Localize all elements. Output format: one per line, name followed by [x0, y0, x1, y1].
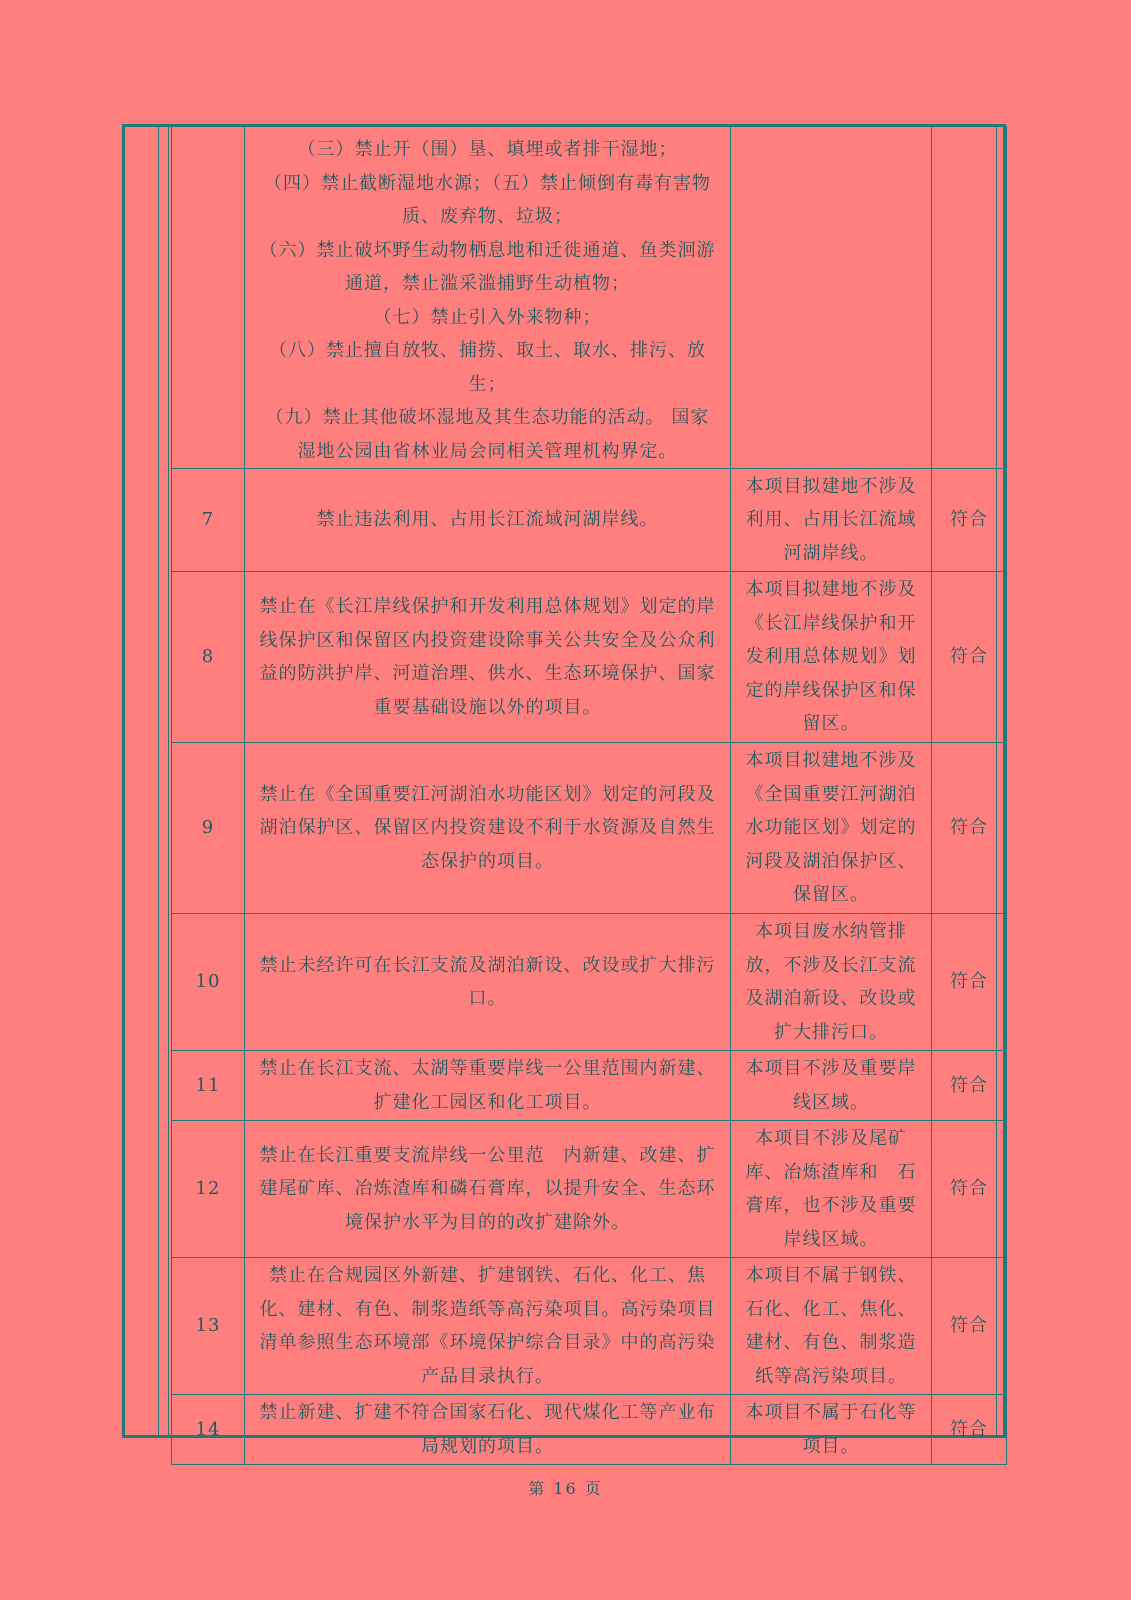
requirement-text: 禁止在长江支流、太湖等重要岸线一公里范围内新建、扩建化工园区和化工项目。: [245, 1051, 731, 1121]
result-text: 符合: [932, 1121, 1007, 1258]
result-text: 符合: [932, 743, 1007, 914]
table-row: [172, 743, 1007, 914]
row-number: 11: [172, 1051, 245, 1121]
row-number-cell: [172, 127, 245, 469]
requirement-line: 通道，禁止滥采滥捕野生动植物；: [345, 273, 630, 294]
table-row: [172, 572, 1007, 743]
table-row: [172, 469, 1007, 572]
requirement-text: 禁止在《全国重要江河湖泊水功能区划》划定的河段及湖泊保护区、保留区内投资建设不利于水资源及自然生态保护的项目。: [245, 743, 731, 914]
requirement-text: 禁止在合规园区外新建、扩建钢铁、石化、化工、焦化、建材、有色、制浆造纸等高污染项目。高污染项目清单参照生态环境部《环境保护综合目录》中的高污染产品目录执行。: [245, 1258, 731, 1395]
requirement-line: （六）禁止破坏野生动物栖息地和迁徙通道、鱼类洄游: [259, 239, 716, 261]
requirement-cell: [245, 127, 731, 469]
row-number: 13: [172, 1258, 245, 1395]
result-text: 符合: [932, 1258, 1007, 1395]
result-text: 符合: [932, 572, 1007, 743]
requirement-line: 质、废弃物、垃圾；: [402, 206, 573, 227]
requirement-line: （八）禁止擅自放牧、捕捞、取土、取水、排污、放生；: [269, 340, 706, 395]
frame-inner-rule-left-1: [158, 124, 159, 1438]
table-row-continued: [172, 127, 1007, 469]
page-number: 第 16 页: [528, 1479, 603, 1498]
table-row: [172, 1051, 1007, 1121]
table-row: [172, 1258, 1007, 1395]
description-text: 本项目拟建地不涉及《长江岸线保护和开发利用总体规划》划定的岸线保护区和保留区。: [731, 572, 932, 743]
description-cell: [731, 127, 932, 469]
table-row: [172, 914, 1007, 1051]
description-text: 本项目废水纳管排放，不涉及长江支流及湖泊新设、改设或扩大排污口。: [731, 914, 932, 1051]
description-text: 本项目不属于钢铁、石化、化工、焦化、建材、有色、制浆造纸等高污染项目。: [731, 1258, 932, 1395]
frame-inner-rule-left-2: [168, 124, 169, 1438]
row-number: 10: [172, 914, 245, 1051]
requirement-line: （七）禁止引入外来物种；: [373, 306, 602, 328]
row-number: 8: [172, 572, 245, 743]
result-text: 符合: [932, 1395, 1007, 1465]
requirement-text: 禁止在《长江岸线保护和开发利用总体规划》划定的岸线保护区和保留区内投资建设除事关公共安全及公众利益的防洪护岸、河道治理、供水、生态环境保护、国家重要基础设施以外的项目。: [245, 572, 731, 743]
description-text: 本项目拟建地不涉及《全国重要江河湖泊水功能区划》划定的河段及湖泊保护区、保留区。: [731, 743, 932, 914]
result-text: 符合: [932, 1051, 1007, 1121]
result-text: 符合: [932, 469, 1007, 572]
table-row: [172, 1395, 1007, 1465]
requirement-text: 禁止未经许可在长江支流及湖泊新设、改设或扩大排污口。: [245, 914, 731, 1051]
row-number: 7: [172, 469, 245, 572]
requirement-text: 禁止新建、扩建不符合国家石化、现代煤化工等产业布局规划的项目。: [245, 1395, 731, 1465]
requirement-text: 禁止违法利用、占用长江流域河湖岸线。: [245, 469, 731, 572]
row-number: 14: [172, 1395, 245, 1465]
row-number: 12: [172, 1121, 245, 1258]
requirement-line: （三）禁止开（围）垦、填埋或者排干湿地；: [297, 139, 678, 160]
compliance-table: [171, 126, 1007, 1465]
requirement-line: （九）禁止其他破坏湿地及其生态功能的活动。 国家: [265, 407, 710, 428]
description-text: 本项目拟建地不涉及利用、占用长江流域河湖岸线。: [731, 469, 932, 572]
description-text: 本项目不属于石化等项目。: [731, 1395, 932, 1465]
requirement-text: 禁止在长江重要支流岸线一公里范 内新建、改建、扩建尾矿库、冶炼渣库和磷石膏库，以提升安全、生态环境保护水平为目的的改扩建除外。: [245, 1121, 731, 1258]
description-text: 本项目不涉及尾矿库、冶炼渣库和 石膏库，也不涉及重要岸线区域。: [731, 1121, 932, 1258]
requirement-line: （四）禁止截断湿地水源；（五）禁止倾倒有毒有害物: [264, 172, 711, 194]
description-text: 本项目不涉及重要岸线区域。: [731, 1051, 932, 1121]
result-cell: [932, 127, 1007, 469]
table-row: [172, 1121, 1007, 1258]
requirement-line: 湿地公园由省林业局会同相关管理机构界定。: [297, 440, 678, 462]
row-number: 9: [172, 743, 245, 914]
result-text: 符合: [932, 914, 1007, 1051]
